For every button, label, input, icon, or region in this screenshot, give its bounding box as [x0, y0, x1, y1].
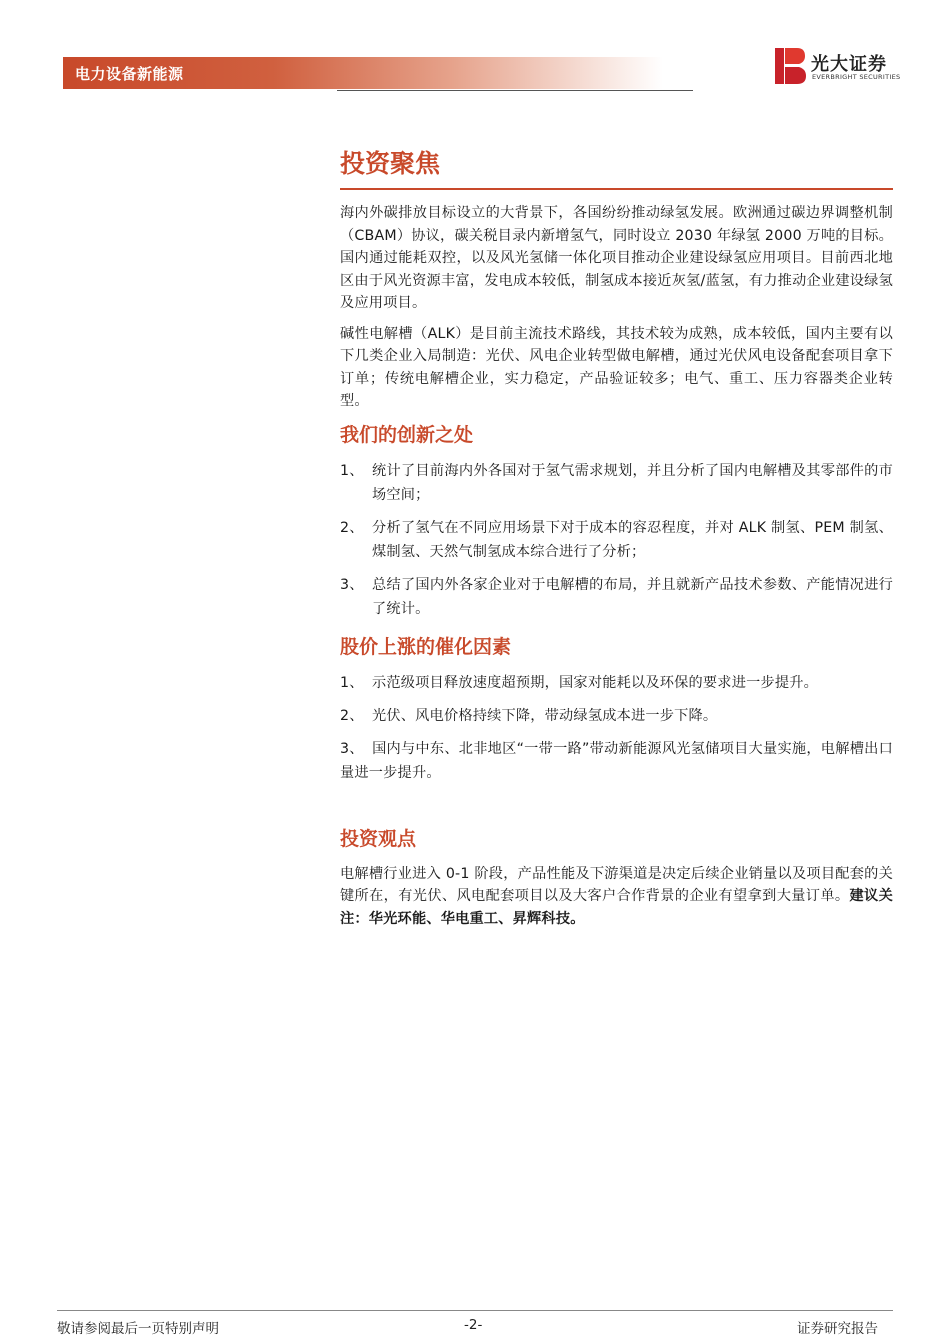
list-item-text: 国内与中东、北非地区“一带一路”带动新能源风光氢储项目大量实施，电解槽出口量进一步提升。 — [340, 740, 893, 781]
list-item — [340, 704, 893, 728]
view-text: 电解槽行业进入 0-1 阶段，产品性能及下游渠道是决定后续企业销量以及项目配套的关键所在，有光伏、风电配套项目以及大客户合作背景的企业有望拿到大量订单。 — [340, 865, 893, 904]
list-item-number: 2、 — [340, 707, 364, 724]
view-heading: 投资观点 — [340, 827, 417, 850]
logo-text-en: EVERBRIGHT SECURITIES — [812, 73, 901, 81]
list-item — [340, 459, 893, 507]
main-content — [340, 140, 893, 938]
list-item-text: 统计了目前海内外各国对于氢气需求规划，并且分析了国内电解槽及其零部件的市场空间； — [372, 462, 893, 503]
intro-paragraph: 碱性电解槽（ALK）是目前主流技术路线，其技术较为成熟，成本较低，国内主要有以下几类企业入局制造：光伏、风电企业转型做电解槽，通过光伏风电设备配套项目拿下订单；传统电解槽企业，实力稳定，产品验证较多；电气、重工、压力容器类企业转型。 — [340, 325, 893, 409]
page-title: 投资聚焦 — [340, 149, 441, 178]
list-item-number: 2、 — [340, 519, 364, 536]
logo-mark-icon — [773, 46, 807, 86]
list-item-number: 3、 — [340, 740, 364, 757]
catalysts-heading: 股价上涨的催化因素 — [340, 635, 512, 658]
recommendation-text: 建议关注：华光环能、华电重工、昇辉科技。 — [340, 888, 893, 927]
list-item-number: 1、 — [340, 462, 364, 479]
header-divider — [337, 90, 693, 91]
list-item-number: 3、 — [340, 576, 364, 593]
title-divider — [340, 188, 893, 190]
logo-text-cn: 光大证券 — [811, 54, 887, 75]
company-logo — [773, 46, 901, 90]
list-item-text: 总结了国内外各家企业对于电解槽的布局，并且就新产品技术参数、产能情况进行了统计。 — [372, 576, 893, 617]
footer-divider — [57, 1310, 893, 1311]
footer-disclaimer: 敬请参阅最后一页特别声明 — [57, 1321, 219, 1337]
list-item — [340, 671, 893, 695]
list-item-number: 1、 — [340, 674, 364, 691]
list-item — [340, 737, 893, 785]
view-paragraph — [340, 863, 893, 931]
footer-report-type: 证券研究报告 — [797, 1321, 878, 1337]
footer-page-number: -2- — [464, 1317, 483, 1333]
list-item — [340, 516, 893, 564]
intro-paragraph: 海内外碳排放目标设立的大背景下，各国纷纷推动绿氢发展。欧洲通过碳边界调整机制（CBAM）协议，碳关税目录内新增氢气，同时设立 2030 年绿氢 2000 万吨的目标。国内通过能耗双控，以及风光氢储一体化项目推动企业建设绿氢应用项目。目前西北地区由于风光资源丰富，发电成本较低，制氢成本接近灰氢/蓝氢，有力推动企业建设绿氢及应用项目。 — [340, 205, 893, 311]
innovation-heading: 我们的创新之处 — [340, 423, 474, 446]
list-item-text: 示范级项目释放速度超预期，国家对能耗以及环保的要求进一步提升。 — [372, 674, 819, 691]
list-item-text: 光伏、风电价格持续下降，带动绿氢成本进一步下降。 — [372, 707, 718, 724]
list-item — [340, 573, 893, 621]
header-section-label: 电力设备新能源 — [75, 65, 184, 83]
header-section-band — [63, 57, 663, 89]
list-item-text: 分析了氢气在不同应用场景下对于成本的容忍程度，并对 ALK 制氢、PEM 制氢、煤制氢、天然气制氢成本综合进行了分析； — [372, 519, 893, 560]
